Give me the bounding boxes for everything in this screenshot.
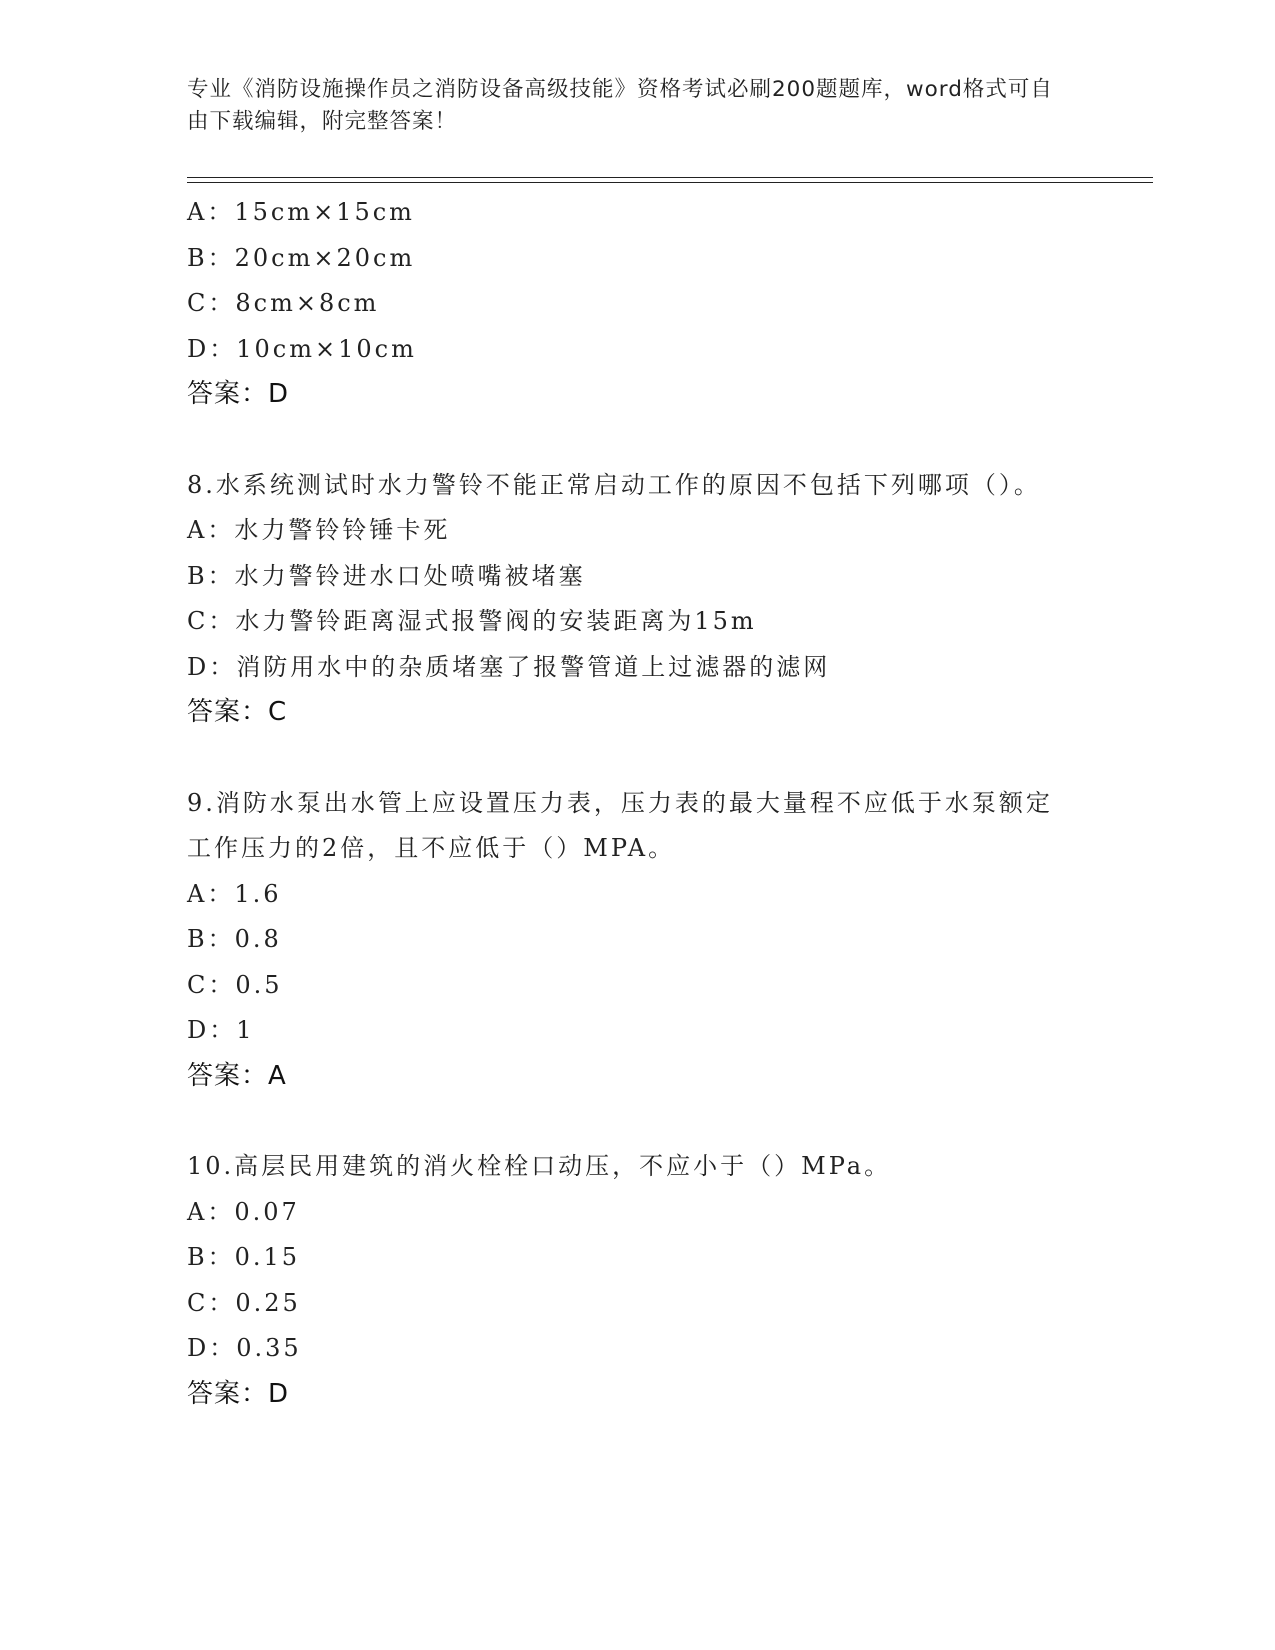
option-a: A：1.6 <box>187 879 282 908</box>
option-d: D：1 <box>187 1016 255 1044</box>
question-list <box>187 190 1087 1417</box>
header-divider-top <box>187 177 1153 178</box>
answer-label: 答案：D <box>187 1378 290 1409</box>
question-block <box>187 781 1087 1100</box>
option-a: A：0.07 <box>187 1197 300 1226</box>
answer-label: 答案：D <box>187 379 290 409</box>
question-text: 9.消防水泵出水管上应设置压力表，压力表的最大量程不应低于水泵额定工作压力的2倍，且不应低于（）MPA。 <box>187 788 1053 862</box>
option-b: B：20cm×20cm <box>187 243 416 272</box>
answer-label: 答案：C <box>187 697 288 727</box>
question-block <box>187 1144 1087 1417</box>
question-text: 10.高层民用建筑的消火栓栓口动压，不应小于（）MPa。 <box>187 1152 892 1180</box>
answer-label: 答案：A <box>187 1060 287 1091</box>
option-a: A：水力警铃铃锤卡死 <box>187 516 451 544</box>
option-b: B：0.15 <box>187 1243 301 1271</box>
option-c: C：8cm×8cm <box>187 289 380 317</box>
header-divider-bottom <box>187 182 1153 183</box>
option-c: C：0.25 <box>187 1288 301 1317</box>
question-text: 8.水系统测试时水力警铃不能正常启动工作的原因不包括下列哪项（）。 <box>187 470 1041 499</box>
option-a: A：15cm×15cm <box>187 198 415 226</box>
document-header: 专业《消防设施操作员之消防设备高级技能》资格考试必刷200题题库，word格式可自由下载编辑，附完整答案！ <box>187 77 1053 134</box>
question-fragment <box>187 190 1087 418</box>
question-block <box>187 463 1087 736</box>
option-d: D：消防用水中的杂质堵塞了报警管道上过滤器的滤网 <box>187 652 831 681</box>
option-d: D：10cm×10cm <box>187 334 417 363</box>
option-b: B：0.8 <box>187 925 282 953</box>
option-c: C：0.5 <box>187 970 283 999</box>
option-b: B：水力警铃进水口处喷嘴被堵塞 <box>187 561 586 590</box>
option-c: C：水力警铃距离湿式报警阀的安装距离为15m <box>187 607 757 635</box>
option-d: D：0.35 <box>187 1334 302 1362</box>
